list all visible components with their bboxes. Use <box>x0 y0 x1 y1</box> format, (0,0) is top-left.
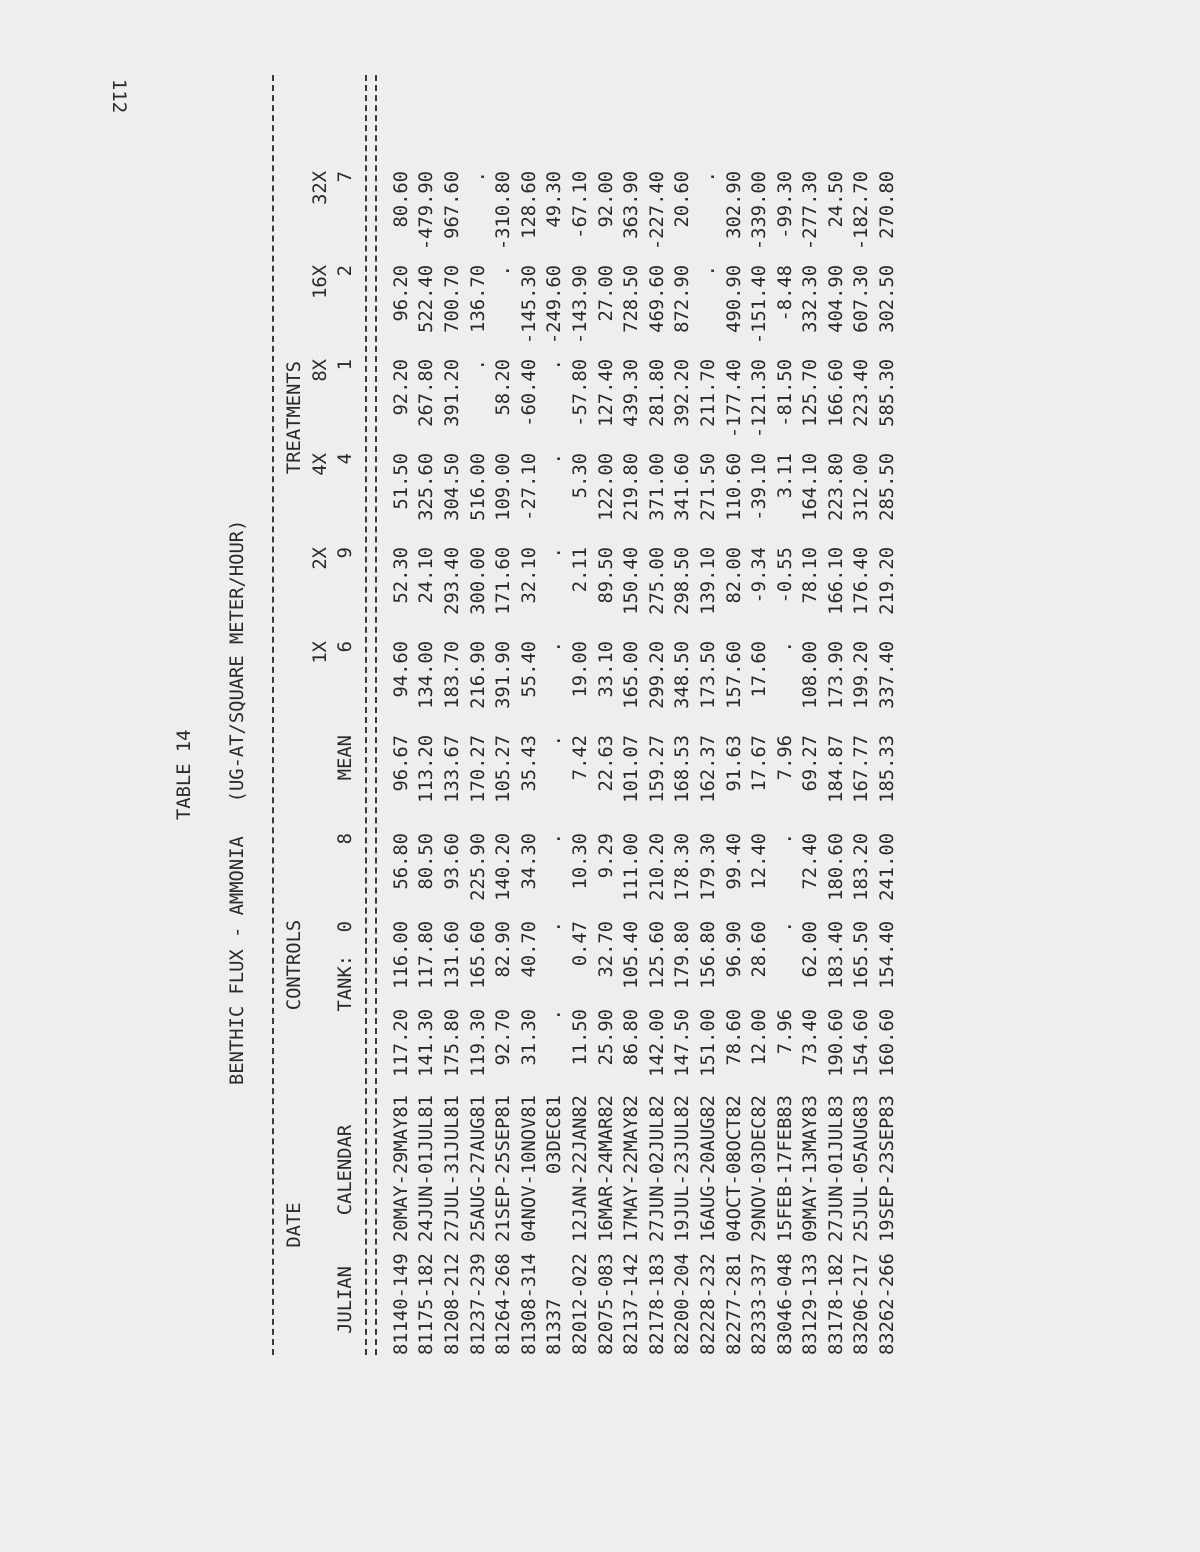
cell-x32: -67.10 <box>569 171 591 239</box>
cell-x2: -9.34 <box>749 547 771 604</box>
cell-x2: 32.10 <box>518 547 540 604</box>
cell-t8: 72.40 <box>800 833 822 890</box>
cell-x16: 700.70 <box>441 265 463 333</box>
cell-t0: 25.90 <box>595 1009 617 1066</box>
cell-x4: 285.50 <box>877 453 899 521</box>
cell-t5: 62.00 <box>800 921 822 978</box>
cell-x2: 300.00 <box>467 547 489 615</box>
col-tank8-label: 8 <box>335 833 357 845</box>
cell-t0: 31.30 <box>518 1009 540 1066</box>
col-1x-label: 1X <box>309 641 331 664</box>
cell-x2: 298.50 <box>672 547 694 615</box>
cell-x16: 96.20 <box>390 265 412 322</box>
cell-x16: . <box>493 265 515 277</box>
cell-t0: 11.50 <box>569 1009 591 1066</box>
table-row <box>619 75 645 1355</box>
table-row <box>849 75 875 1355</box>
cell-x16: -145.30 <box>518 265 540 345</box>
cell-x16: 332.30 <box>800 265 822 333</box>
cell-calendar: 12JAN-22JAN82 <box>569 1095 591 1242</box>
cell-x2: 82.00 <box>723 547 745 604</box>
cell-x1: 157.60 <box>723 641 745 709</box>
cell-x32: 363.90 <box>621 171 643 239</box>
table-row <box>670 75 696 1355</box>
cell-t0: 160.60 <box>877 1009 899 1077</box>
cell-x16: -249.60 <box>544 265 566 345</box>
treatments-group-label: TREATMENTS <box>284 361 305 475</box>
cell-x4: 371.00 <box>646 453 668 521</box>
cell-x2: . <box>544 547 566 559</box>
cell-t8: 178.30 <box>672 833 694 901</box>
cell-x1: 391.90 <box>493 641 515 709</box>
cell-x16: 728.50 <box>621 265 643 333</box>
col-16x-label: 16X <box>309 265 331 299</box>
col-julian-label: JULIAN <box>335 1266 357 1334</box>
cell-x4: 312.00 <box>851 453 873 521</box>
table-row <box>875 75 901 1355</box>
cell-mean: 7.96 <box>774 735 796 781</box>
cell-t5: . <box>774 921 796 933</box>
cell-t8: 111.00 <box>621 833 643 901</box>
cell-x4: 109.00 <box>493 453 515 521</box>
cell-t8: 241.00 <box>877 833 899 901</box>
cell-x4: 164.10 <box>800 453 822 521</box>
col-32x-label: 32X <box>309 171 331 205</box>
cell-t5: 165.50 <box>851 921 873 989</box>
cell-x8: 58.20 <box>493 359 515 416</box>
cell-x16: -143.90 <box>569 265 591 345</box>
cell-calendar: 16MAR-24MAR82 <box>595 1095 617 1242</box>
cell-x32: 967.60 <box>441 171 463 239</box>
cell-x1: 165.00 <box>621 641 643 709</box>
cell-t8: 183.20 <box>851 833 873 901</box>
cell-mean: 105.27 <box>493 735 515 803</box>
cell-x32: 80.60 <box>390 171 412 228</box>
cell-julian: 82137-142 <box>621 1253 643 1355</box>
cell-julian: 81337 <box>544 1298 566 1355</box>
cell-x2: 139.10 <box>697 547 719 615</box>
cell-x32: -182.70 <box>851 171 873 251</box>
cell-julian: 81175-182 <box>416 1253 438 1355</box>
cell-t0: 175.80 <box>441 1009 463 1077</box>
cell-x32: 20.60 <box>672 171 694 228</box>
cell-x1: 108.00 <box>800 641 822 709</box>
cell-julian: 81140-149 <box>390 1253 412 1355</box>
cell-julian: 82178-183 <box>646 1253 668 1355</box>
col-8x-label: 8X <box>309 359 331 382</box>
cell-x2: -0.55 <box>774 547 796 604</box>
cell-t5: 40.70 <box>518 921 540 978</box>
cell-calendar: 24JUN-01JUL81 <box>416 1095 438 1242</box>
cell-x1: 17.60 <box>749 641 771 698</box>
cell-x4: 341.60 <box>672 453 694 521</box>
cell-x32: . <box>467 171 489 183</box>
cell-mean: 17.67 <box>749 735 771 792</box>
cell-x8: -121.30 <box>749 359 771 439</box>
cell-julian: 83206-217 <box>851 1253 873 1355</box>
cell-x16: -8.48 <box>774 265 796 322</box>
cell-t0: 151.00 <box>697 1009 719 1077</box>
table-row <box>414 75 440 1355</box>
column-header-bottom-row <box>333 75 359 1355</box>
cell-x1: 134.00 <box>416 641 438 709</box>
cell-t0: 154.60 <box>851 1009 873 1077</box>
cell-mean: 170.27 <box>467 735 489 803</box>
cell-x8: . <box>467 359 489 371</box>
cell-t5: 165.60 <box>467 921 489 989</box>
cell-julian: 82012-022 <box>569 1253 591 1355</box>
cell-calendar: 25JUL-05AUG83 <box>851 1095 873 1242</box>
cell-julian: 83262-266 <box>877 1253 899 1355</box>
cell-x8: 267.80 <box>416 359 438 427</box>
table-row <box>773 75 799 1355</box>
cell-mean: 113.20 <box>416 735 438 803</box>
cell-julian: 83129-133 <box>800 1253 822 1355</box>
cell-x1: 348.50 <box>672 641 694 709</box>
cell-x2: 219.20 <box>877 547 899 615</box>
cell-mean: 185.33 <box>877 735 899 803</box>
cell-x2: 78.10 <box>800 547 822 604</box>
cell-t0: 7.96 <box>774 1009 796 1055</box>
cell-x8: 92.20 <box>390 359 412 416</box>
cell-x2: 176.40 <box>851 547 873 615</box>
cell-calendar: 21SEP-25SEP81 <box>493 1095 515 1242</box>
table-title: TABLE 14 <box>174 729 195 820</box>
cell-x1: 216.90 <box>467 641 489 709</box>
cell-calendar: 25AUG-27AUG81 <box>467 1095 489 1242</box>
cell-mean: 101.07 <box>621 735 643 803</box>
cell-x1: 337.40 <box>877 641 899 709</box>
cell-t5: 154.40 <box>877 921 899 989</box>
cell-t8: 140.20 <box>493 833 515 901</box>
cell-x16: 607.30 <box>851 265 873 333</box>
cell-x16: -151.40 <box>749 265 771 345</box>
cell-x1: . <box>774 641 796 653</box>
cell-t8: 10.30 <box>569 833 591 890</box>
cell-t8: 225.90 <box>467 833 489 901</box>
cell-x32: 128.60 <box>518 171 540 239</box>
cell-x32: . <box>697 171 719 183</box>
table-row <box>389 75 415 1355</box>
cell-x2: 89.50 <box>595 547 617 604</box>
cell-calendar: 17MAY-22MAY82 <box>621 1095 643 1242</box>
table-body <box>389 75 901 1355</box>
col-4x-label: 4X <box>309 453 331 476</box>
cell-t5: 116.00 <box>390 921 412 989</box>
col-2x-label: 2X <box>309 547 331 570</box>
cell-t5: 105.40 <box>621 921 643 989</box>
cell-calendar: 04NOV-10NOV81 <box>518 1095 540 1242</box>
cell-mean: 91.63 <box>723 735 745 792</box>
cell-x8: 439.30 <box>621 359 643 427</box>
cell-x1: 55.40 <box>518 641 540 698</box>
cell-t8: 12.40 <box>749 833 771 890</box>
cell-calendar: 04OCT-08OCT82 <box>723 1095 745 1242</box>
cell-t0: 86.80 <box>621 1009 643 1066</box>
cell-x32: -99.30 <box>774 171 796 239</box>
cell-t8: 34.30 <box>518 833 540 890</box>
cell-x1: 173.50 <box>697 641 719 709</box>
cell-t8: 56.80 <box>390 833 412 890</box>
cell-t8: 180.60 <box>825 833 847 901</box>
page-number: 112 <box>108 78 130 114</box>
cell-t5: 0.47 <box>569 921 591 967</box>
col-tank2-label: 2 <box>335 265 357 277</box>
cell-x1: 94.60 <box>390 641 412 698</box>
cell-calendar: 19SEP-23SEP83 <box>877 1095 899 1242</box>
cell-calendar: 15FEB-17FEB83 <box>774 1095 796 1242</box>
cell-x16: 872.90 <box>672 265 694 333</box>
cell-x16: 522.40 <box>416 265 438 333</box>
cell-x32: 24.50 <box>825 171 847 228</box>
cell-calendar: 27JUN-02JUL82 <box>646 1095 668 1242</box>
table-row <box>517 75 543 1355</box>
controls-group-label: CONTROLS <box>284 919 305 1011</box>
cell-x4: 122.00 <box>595 453 617 521</box>
cell-t5: . <box>544 921 566 933</box>
cell-x8: 223.40 <box>851 359 873 427</box>
cell-x1: 19.00 <box>569 641 591 698</box>
cell-t0: 78.60 <box>723 1009 745 1066</box>
cell-x2: 275.00 <box>646 547 668 615</box>
cell-t0: 119.30 <box>467 1009 489 1077</box>
cell-x1: 33.10 <box>595 641 617 698</box>
cell-x2: 150.40 <box>621 547 643 615</box>
cell-mean: 7.42 <box>569 735 591 781</box>
col-tank1-label: 1 <box>335 359 357 371</box>
cell-x8: -57.80 <box>569 359 591 427</box>
date-group-label: DATE <box>284 1202 305 1248</box>
cell-mean: 167.77 <box>851 735 873 803</box>
cell-julian: 82075-083 <box>595 1253 617 1355</box>
cell-mean: 159.27 <box>646 735 668 803</box>
table-row <box>568 75 594 1355</box>
cell-mean: 69.27 <box>800 735 822 792</box>
cell-julian: 81308-314 <box>518 1253 540 1355</box>
cell-x2: 24.10 <box>416 547 438 604</box>
cell-julian: 81264-268 <box>493 1253 515 1355</box>
cell-x1: . <box>544 641 566 653</box>
cell-julian: 83046-048 <box>774 1253 796 1355</box>
cell-t0: 117.20 <box>390 1009 412 1077</box>
cell-mean: 96.67 <box>390 735 412 792</box>
cell-julian: 82228-232 <box>697 1253 719 1355</box>
cell-calendar: 19JUL-23JUL82 <box>672 1095 694 1242</box>
cell-calendar: 03DEC81 <box>544 1095 566 1175</box>
cell-x8: 166.60 <box>825 359 847 427</box>
cell-x4: -39.10 <box>749 453 771 521</box>
cell-x8: -81.50 <box>774 359 796 427</box>
cell-mean: 35.43 <box>518 735 540 792</box>
cell-t5: 96.90 <box>723 921 745 978</box>
cell-x8: 585.30 <box>877 359 899 427</box>
cell-calendar: 16AUG-20AUG82 <box>697 1095 719 1242</box>
cell-x4: 223.80 <box>825 453 847 521</box>
col-calendar-label: CALENDAR <box>335 1124 357 1216</box>
cell-t8: 210.20 <box>646 833 668 901</box>
cell-x32: -479.90 <box>416 171 438 251</box>
cell-calendar: 20MAY-29MAY81 <box>390 1095 412 1242</box>
cell-t5: 183.40 <box>825 921 847 989</box>
cell-x4: 304.50 <box>441 453 463 521</box>
table-row <box>440 75 466 1355</box>
cell-t5: 117.80 <box>416 921 438 989</box>
table-row <box>747 75 773 1355</box>
cell-calendar: 09MAY-13MAY83 <box>800 1095 822 1242</box>
cell-t5: 125.60 <box>646 921 668 989</box>
header-top-rule <box>272 75 274 1355</box>
cell-x16: 302.50 <box>877 265 899 333</box>
cell-t0: 142.00 <box>646 1009 668 1077</box>
cell-mean: 168.53 <box>672 735 694 803</box>
rotated-table-page <box>172 75 952 1375</box>
cell-t0: . <box>544 1009 566 1021</box>
cell-t5: 156.80 <box>697 921 719 989</box>
cell-t8: 93.60 <box>441 833 463 890</box>
cell-x8: 281.80 <box>646 359 668 427</box>
cell-x32: 49.30 <box>544 171 566 228</box>
cell-x4: 110.60 <box>723 453 745 521</box>
cell-x8: 125.70 <box>800 359 822 427</box>
cell-x32: -339.00 <box>749 171 771 251</box>
col-tank4-label: 4 <box>335 453 357 465</box>
table-row <box>645 75 671 1355</box>
cell-x4: . <box>544 453 566 465</box>
cell-x16: 404.90 <box>825 265 847 333</box>
table-header <box>272 75 901 1355</box>
cell-x8: 211.70 <box>697 359 719 427</box>
cell-mean: 184.87 <box>825 735 847 803</box>
cell-x16: 469.60 <box>646 265 668 333</box>
header-rule-1 <box>365 75 367 1355</box>
cell-x32: 270.80 <box>877 171 899 239</box>
cell-t0: 73.40 <box>800 1009 822 1066</box>
cell-x4: 325.60 <box>416 453 438 521</box>
cell-calendar: 27JUL-31JUL81 <box>441 1095 463 1242</box>
table-row <box>491 75 517 1355</box>
cell-t8: 80.50 <box>416 833 438 890</box>
cell-x4: 5.30 <box>569 453 591 499</box>
cell-t5: 131.60 <box>441 921 463 989</box>
cell-x2: 52.30 <box>390 547 412 604</box>
col-tank6-label: 6 <box>335 641 357 653</box>
col-tank9-label: 9 <box>335 547 357 559</box>
cell-x4: 516.00 <box>467 453 489 521</box>
table-subtitle: BENTHIC FLUX - AMMONIA (UG-AT/SQUARE METER/HOUR) <box>227 519 248 1085</box>
cell-x8: -60.40 <box>518 359 540 427</box>
cell-x8: 127.40 <box>595 359 617 427</box>
cell-x16: 27.00 <box>595 265 617 322</box>
cell-x1: 299.20 <box>646 641 668 709</box>
cell-x16: 490.90 <box>723 265 745 333</box>
cell-t5: 28.60 <box>749 921 771 978</box>
cell-t8: 9.29 <box>595 833 617 879</box>
cell-t0: 141.30 <box>416 1009 438 1077</box>
cell-x32: -227.40 <box>646 171 668 251</box>
cell-x2: 166.10 <box>825 547 847 615</box>
cell-x4: 219.80 <box>621 453 643 521</box>
cell-x4: 271.50 <box>697 453 719 521</box>
cell-x8: 391.20 <box>441 359 463 427</box>
cell-t5: 179.80 <box>672 921 694 989</box>
cell-mean: 133.67 <box>441 735 463 803</box>
cell-calendar: 29NOV-03DEC82 <box>749 1095 771 1242</box>
cell-t8: . <box>774 833 796 845</box>
cell-x4: 51.50 <box>390 453 412 510</box>
cell-x2: 2.11 <box>569 547 591 593</box>
cell-julian: 83178-182 <box>825 1253 847 1355</box>
cell-x4: 3.11 <box>774 453 796 499</box>
cell-x8: . <box>544 359 566 371</box>
table-row <box>466 75 492 1355</box>
cell-x4: -27.10 <box>518 453 540 521</box>
cell-mean: 22.63 <box>595 735 617 792</box>
cell-t0: 147.50 <box>672 1009 694 1077</box>
table-row <box>722 75 748 1355</box>
col-tank-label: TANK: 0 <box>335 921 357 1012</box>
cell-x32: -310.80 <box>493 171 515 251</box>
cell-t8: 99.40 <box>723 833 745 890</box>
cell-t5: 32.70 <box>595 921 617 978</box>
cell-t5: 82.90 <box>493 921 515 978</box>
group-header-row <box>282 75 308 1355</box>
cell-x1: 173.90 <box>825 641 847 709</box>
col-tank7-label: 7 <box>335 171 357 183</box>
cell-mean: 162.37 <box>697 735 719 803</box>
table-row <box>798 75 824 1355</box>
cell-julian: 82333-337 <box>749 1253 771 1355</box>
cell-x16: 136.70 <box>467 265 489 333</box>
cell-t0: 190.60 <box>825 1009 847 1077</box>
cell-julian: 82200-204 <box>672 1253 694 1355</box>
cell-x1: 183.70 <box>441 641 463 709</box>
cell-x2: 171.60 <box>493 547 515 615</box>
table-row <box>696 75 722 1355</box>
table-row <box>824 75 850 1355</box>
table-row <box>542 75 568 1355</box>
cell-x2: 293.40 <box>441 547 463 615</box>
cell-julian: 81208-212 <box>441 1253 463 1355</box>
cell-x32: 302.90 <box>723 171 745 239</box>
cell-calendar: 27JUN-01JUL83 <box>825 1095 847 1242</box>
cell-julian: 82277-281 <box>723 1253 745 1355</box>
cell-t8: . <box>544 833 566 845</box>
cell-x8: -177.40 <box>723 359 745 439</box>
table-row <box>594 75 620 1355</box>
cell-t0: 12.00 <box>749 1009 771 1066</box>
cell-julian: 81237-239 <box>467 1253 489 1355</box>
cell-mean: . <box>544 735 566 747</box>
col-mean-label: MEAN <box>335 735 357 781</box>
cell-t8: 179.30 <box>697 833 719 901</box>
cell-t0: 92.70 <box>493 1009 515 1066</box>
column-header-top-row <box>308 75 334 1355</box>
cell-x32: 92.00 <box>595 171 617 228</box>
cell-x32: -277.30 <box>800 171 822 251</box>
cell-x8: 392.20 <box>672 359 694 427</box>
cell-x1: 199.20 <box>851 641 873 709</box>
cell-x16: . <box>697 265 719 277</box>
